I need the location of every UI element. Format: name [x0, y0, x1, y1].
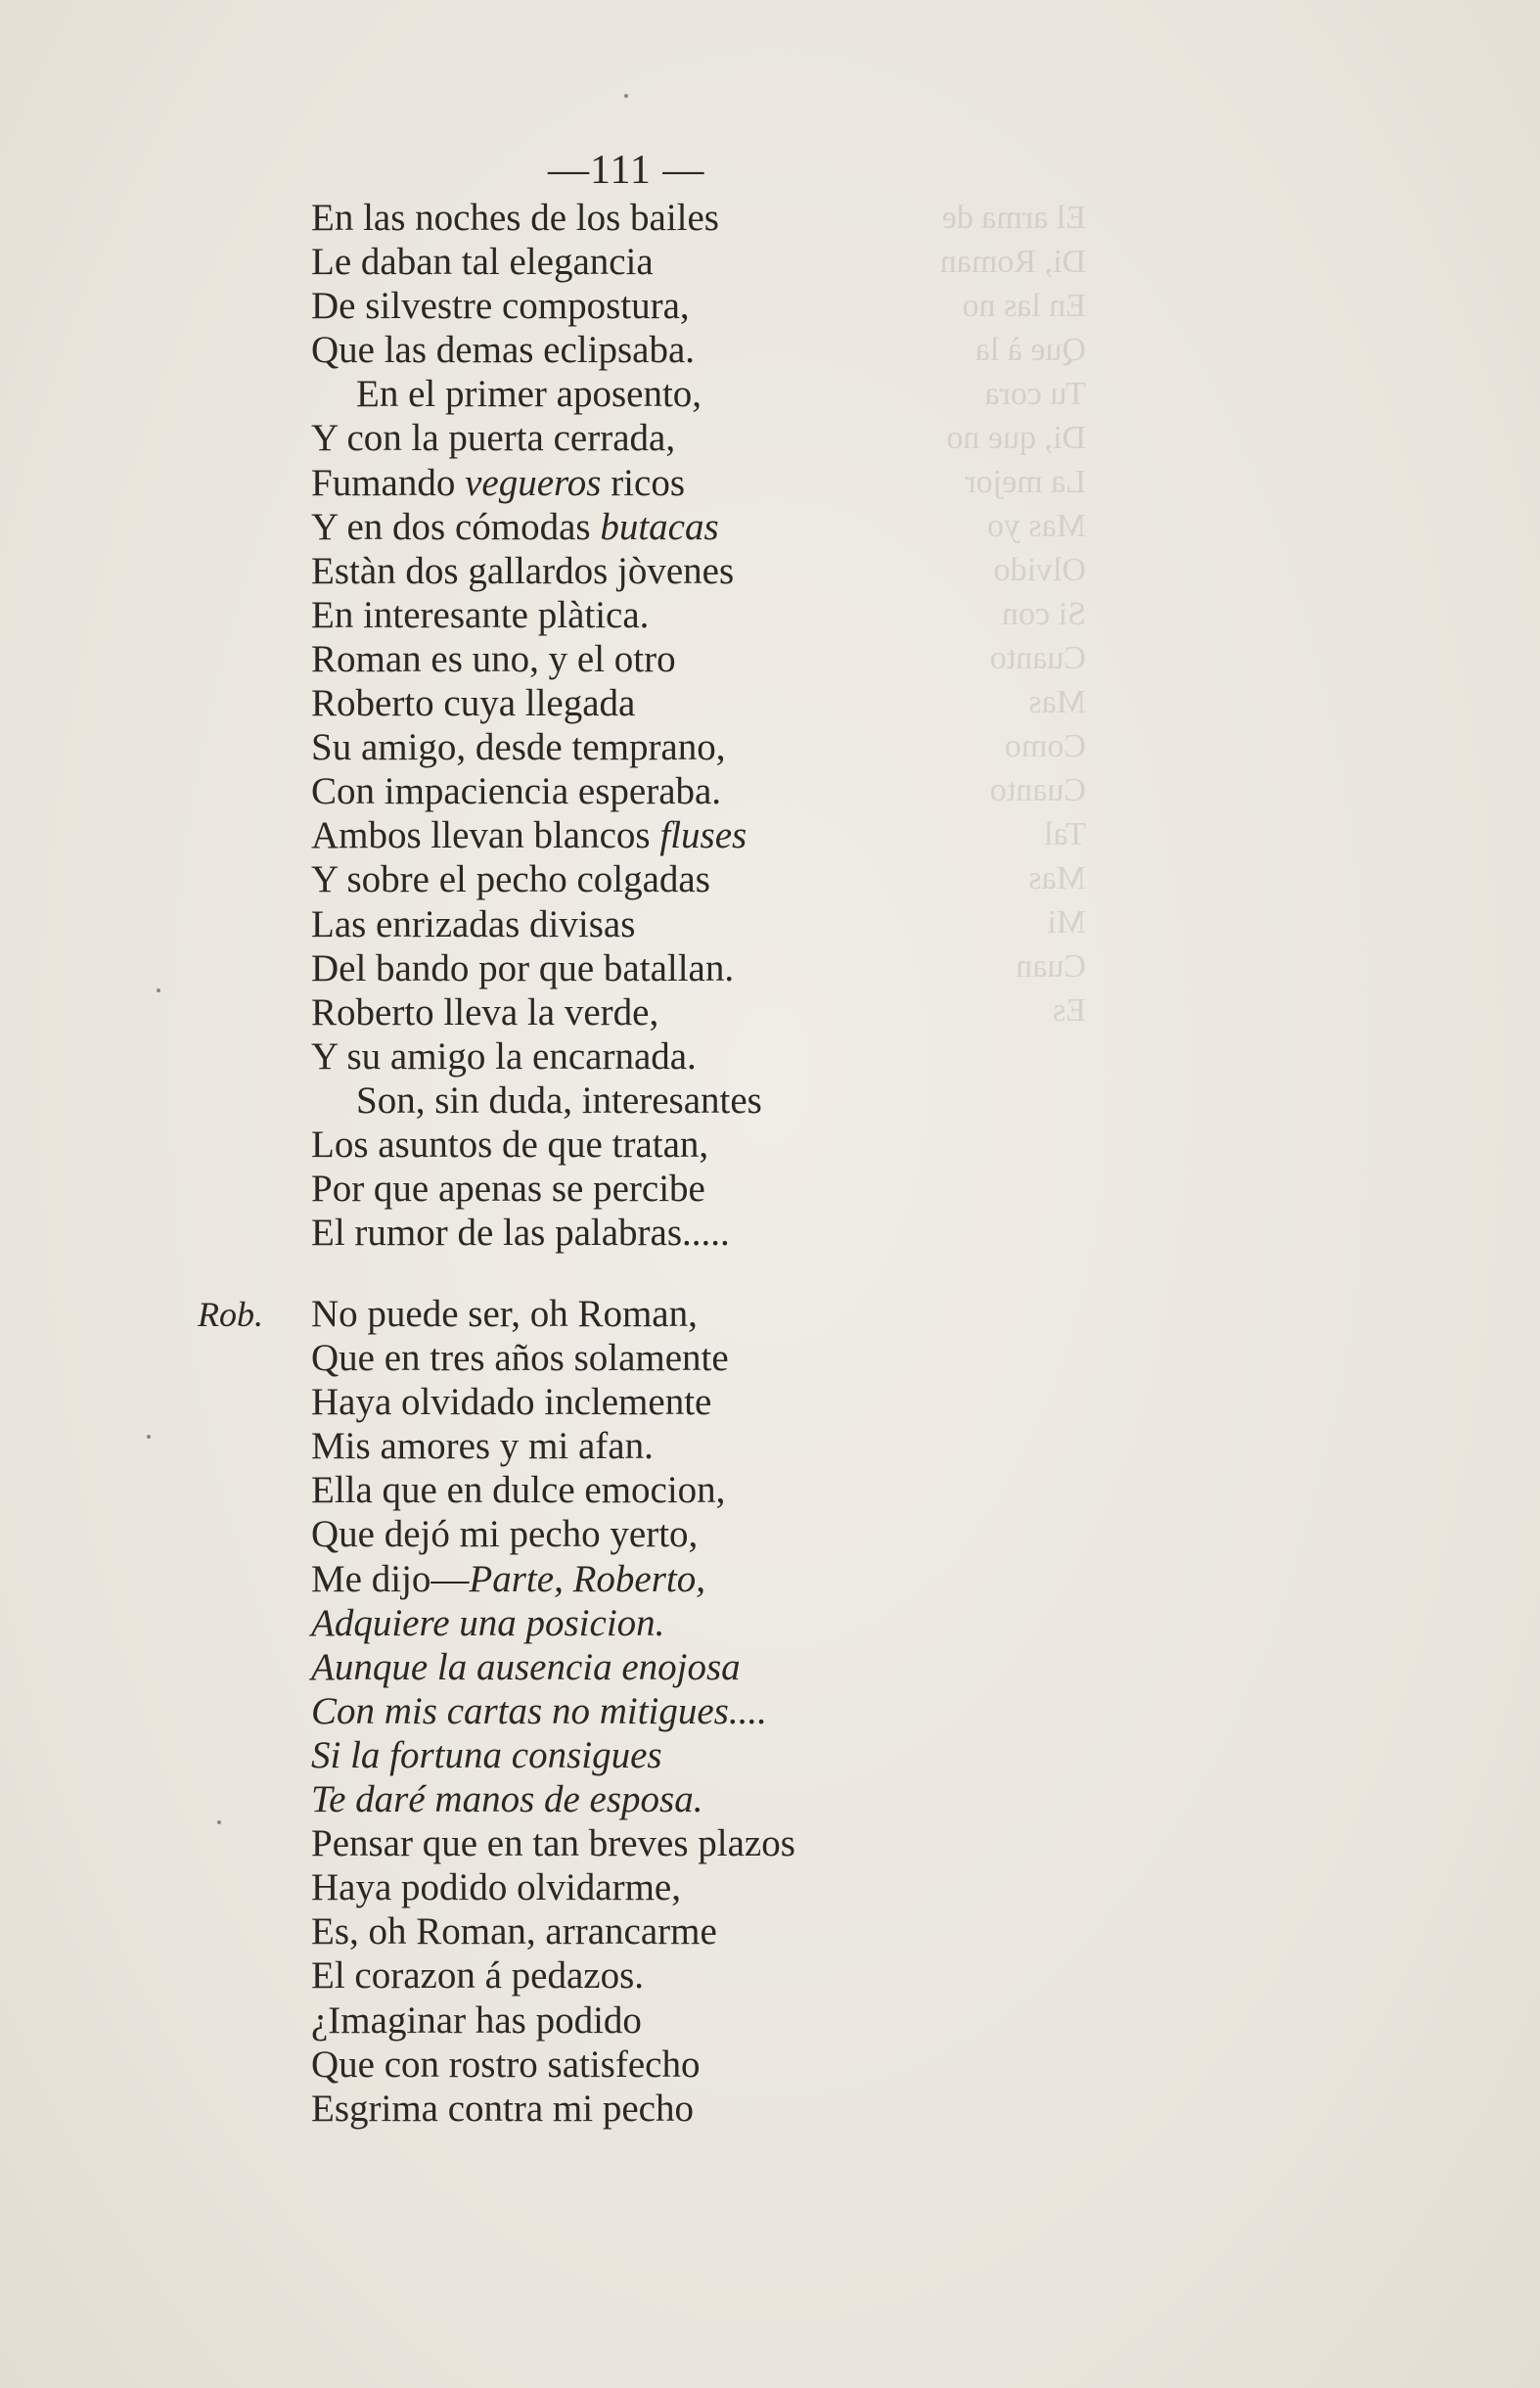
- verse-section-dialogue: [311, 1292, 795, 2131]
- verse-line: [311, 416, 762, 460]
- verse-line: [311, 1557, 795, 1601]
- verse-line: [311, 1821, 795, 1865]
- speaker-label: Rob.: [198, 1295, 263, 1334]
- paper-speck: [624, 94, 628, 98]
- verse-line: [311, 1777, 795, 1821]
- italic-text: Adquiere una posicion.: [311, 1601, 665, 1644]
- verse-line: [311, 284, 762, 328]
- italic-text: Te daré manos de esposa.: [311, 1778, 703, 1821]
- verse-line: [311, 549, 762, 593]
- verse-line: [311, 946, 762, 990]
- verse-line: [311, 2087, 795, 2131]
- verse-line: [311, 1689, 795, 1733]
- paper-speck: [217, 1820, 221, 1824]
- verse-section-narration: [311, 196, 762, 1255]
- verse-line: [311, 681, 762, 725]
- verse-text: Que dejó mi pecho yerto,: [311, 1513, 699, 1556]
- verse-text: El corazon á pedazos.: [311, 1954, 644, 1998]
- italic-text: butacas: [600, 505, 719, 548]
- verse-text: En las noches de los bailes: [311, 197, 719, 239]
- verse-text: En el primer aposento,: [356, 373, 702, 416]
- verse-line: [311, 813, 762, 857]
- verse-text: El rumor de las palabras.....: [311, 1212, 730, 1255]
- verse-text: Haya olvidado inclemente: [311, 1381, 712, 1424]
- verse-text: Su amigo, desde temprano,: [311, 726, 726, 769]
- verse-line: [311, 505, 762, 549]
- verse-text: Me dijo—: [311, 1557, 470, 1600]
- verse-text: Con impaciencia esperaba.: [311, 770, 722, 813]
- verse-text: Y sobre el pecho colgadas: [311, 858, 710, 901]
- verse-text: Los asuntos de que tratan,: [311, 1123, 709, 1166]
- verse-line: [311, 1211, 762, 1255]
- paper-speck: [157, 988, 160, 992]
- verse-line: [311, 1123, 762, 1167]
- verse-line: [311, 1645, 795, 1689]
- paper-speck: [147, 1435, 151, 1439]
- verse-text: Ella que en dulce emocion,: [311, 1469, 726, 1512]
- verse-line: [311, 990, 762, 1034]
- verse-line: [311, 240, 762, 284]
- verse-line: [311, 1468, 795, 1512]
- verse-text: Y su amigo la encarnada.: [311, 1034, 697, 1078]
- italic-text: Parte, Roberto,: [469, 1557, 705, 1600]
- verse-line: [311, 1512, 795, 1556]
- verse-line: [311, 196, 762, 240]
- verse-line: [311, 328, 762, 372]
- bleed-through-text: El arma de Di, Roman En las no Que à la Tu cora Di, que no La mejor Mas yo Olvido Si con Cuanto Mas Como Cuanto Tal Mas Mi Cuan Es: [939, 200, 1086, 1029]
- verse-text: Roman es uno, y el otro: [311, 637, 676, 680]
- verse-text: No puede ser, oh Roman,: [311, 1293, 698, 1335]
- verse-text: Que con rostro satisfecho: [311, 2043, 701, 2086]
- verse-text: Haya podido olvidarme,: [311, 1866, 681, 1909]
- verse-line: [311, 1034, 762, 1079]
- verse-text: Fumando: [311, 461, 466, 504]
- verse-text: Y con la puerta cerrada,: [311, 417, 676, 460]
- verse-line: [311, 1424, 795, 1468]
- italic-text: Si la fortuna consigues: [311, 1733, 662, 1776]
- verse-text: ¿Imaginar has podido: [311, 1998, 642, 2042]
- verse-line: [311, 1909, 795, 1953]
- verse-text: Ambos llevan blancos: [311, 814, 660, 857]
- verse-line: [311, 857, 762, 901]
- verse-text: Estàn dos gallardos jòvenes: [311, 549, 735, 592]
- verse-line: [311, 1167, 762, 1211]
- verse-text: Las enrizadas divisas: [311, 902, 636, 945]
- verse-text: Son, sin duda, interesantes: [356, 1079, 762, 1122]
- verse-line: [311, 1336, 795, 1380]
- verse-text: Es, oh Roman, arrancarme: [311, 1910, 717, 1953]
- italic-text: fluses: [659, 814, 747, 857]
- verse-line: [311, 1865, 795, 1909]
- verse-line: [311, 725, 762, 769]
- verse-text: ricos: [601, 461, 685, 504]
- verse-line: [311, 593, 762, 637]
- verse-text: Y en dos cómodas: [311, 505, 601, 548]
- verse-text: Del bando por que batallan.: [311, 946, 735, 989]
- verse-line: [311, 2043, 795, 2087]
- verse-line: [311, 1953, 795, 1998]
- verse-text: Por que apenas se percibe: [311, 1168, 705, 1211]
- verse-line: [311, 902, 762, 946]
- verse-text: Que las demas eclipsaba.: [311, 329, 696, 372]
- verse-line: [311, 637, 762, 681]
- verse-text: Que en tres años solamente: [311, 1337, 729, 1380]
- verse-text: Le daban tal elegancia: [311, 241, 654, 284]
- page-number: —111 —: [548, 148, 705, 193]
- verse-text: Roberto cuya llegada: [311, 682, 636, 725]
- verse-line: [311, 1292, 795, 1336]
- verse-line: [311, 1733, 795, 1777]
- italic-text: vegueros: [465, 461, 602, 504]
- verse-text: Esgrima contra mi pecho: [311, 2087, 694, 2130]
- verse-line: [311, 769, 762, 813]
- verse-text: Roberto lleva la verde,: [311, 990, 659, 1033]
- verse-text: En interesante plàtica.: [311, 593, 650, 636]
- verse-text: Pensar que en tan breves plazos: [311, 1822, 795, 1865]
- verse-line: [311, 1601, 795, 1645]
- verse-line: [311, 461, 762, 505]
- verse-text: De silvestre compostura,: [311, 285, 690, 328]
- italic-text: Aunque la ausencia enojosa: [311, 1645, 741, 1688]
- verse-line: [311, 372, 762, 416]
- verse-line: [311, 1998, 795, 2043]
- italic-text: Con mis cartas no mitigues....: [311, 1689, 767, 1732]
- verse-line: [311, 1079, 762, 1123]
- verse-line: [311, 1380, 795, 1424]
- verse-text: Mis amores y mi afan.: [311, 1425, 654, 1468]
